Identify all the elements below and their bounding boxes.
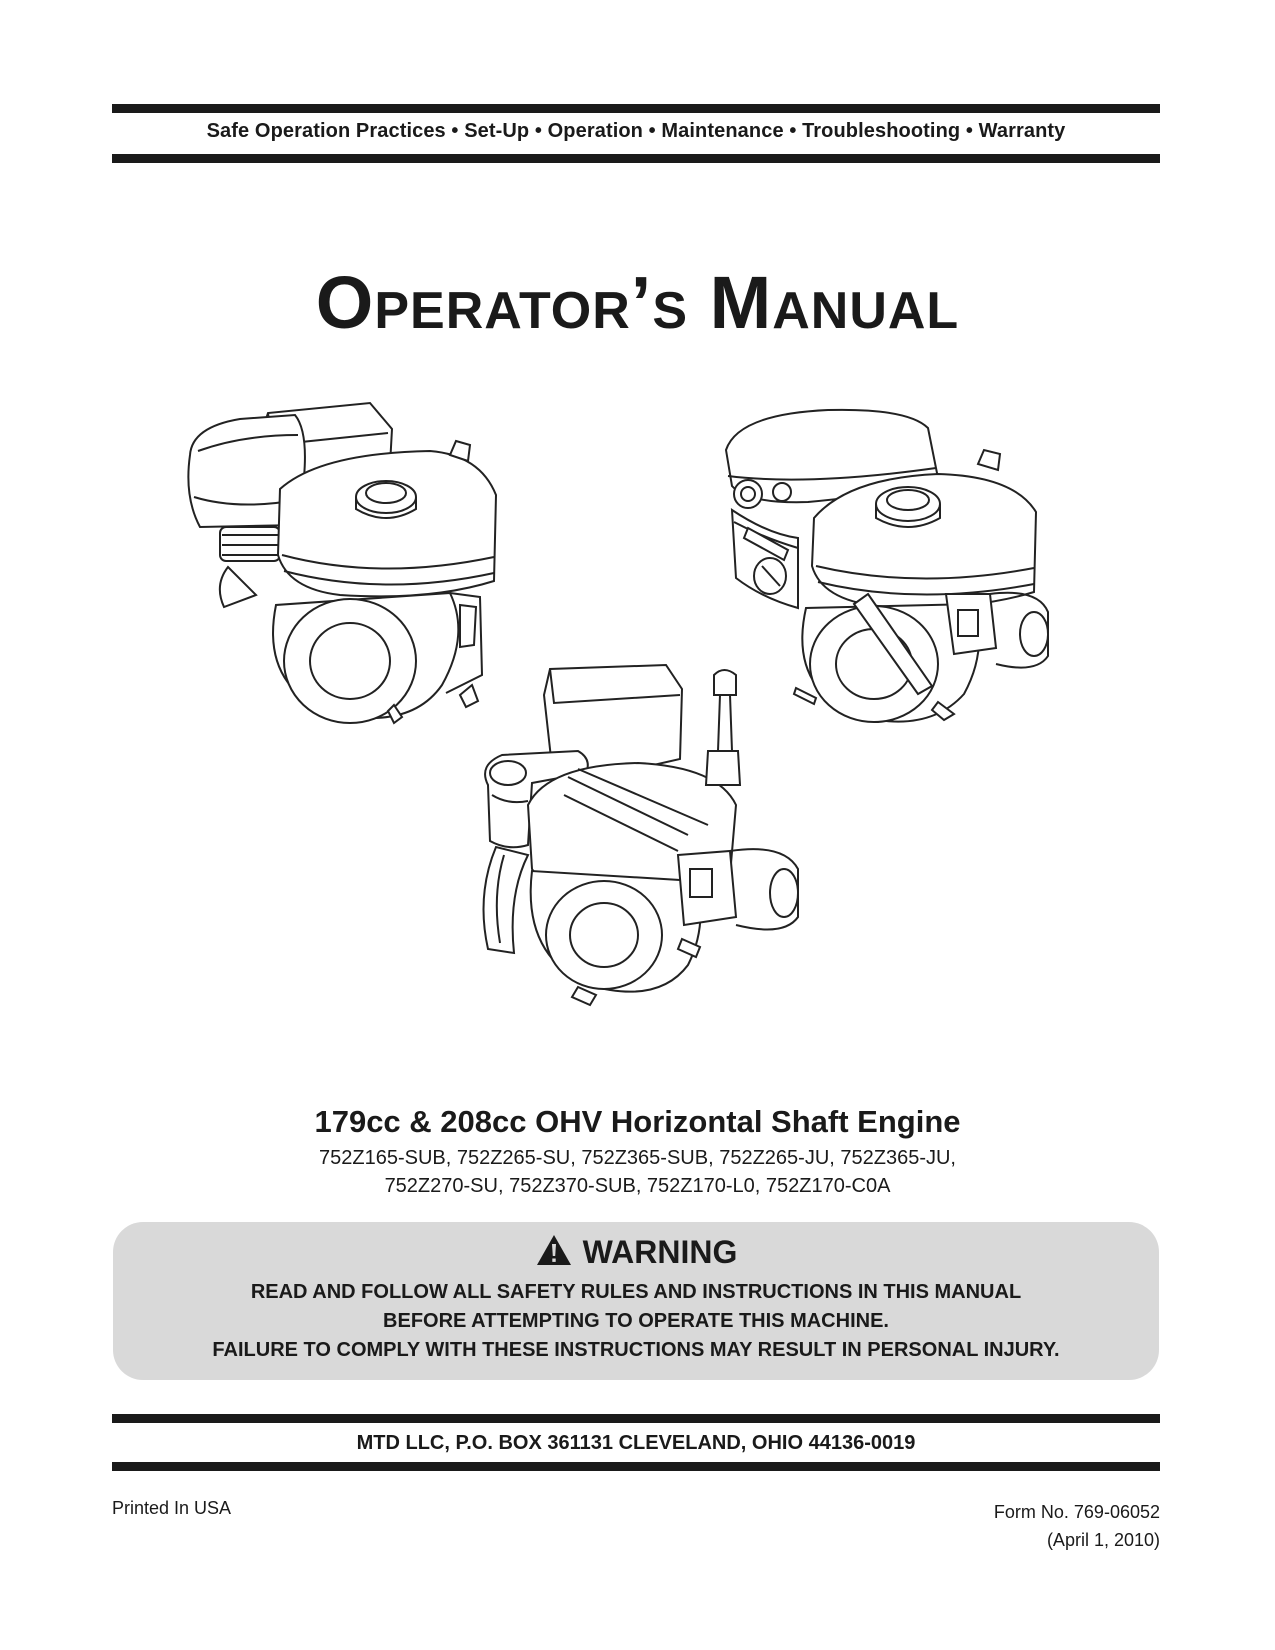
warning-heading [113, 1232, 1159, 1272]
warning-box [113, 1222, 1159, 1380]
top-rule-lower [112, 154, 1160, 163]
company-address: MTD LLC, P.O. BOX 361131 CLEVELAND, OHIO 44136-0019 [356, 1432, 916, 1454]
form-number: Form No. 769-06052 [993, 1502, 1160, 1522]
warning-line-1: READ AND FOLLOW ALL SAFETY RULES AND INSTRUCTIONS IN THIS MANUAL [250, 1281, 1022, 1303]
model-numbers-line1: 752Z165-SUB, 752Z265-SU, 752Z365-SUB, 752Z265-JU, 752Z365-JU, [318, 1147, 956, 1169]
warning-line-3: FAILURE TO COMPLY WITH THESE INSTRUCTIONS MAY RESULT IN PERSONAL INJURY. [212, 1339, 1060, 1361]
section-list: Safe Operation Practices • Set-Up • Operation • Maintenance • Troubleshooting • Warranty [206, 120, 1066, 142]
engine-title: 179cc & 208cc OHV Horizontal Shaft Engine [314, 1104, 961, 1139]
warning-heading-text: WARNING [582, 1234, 738, 1270]
bottom-rule-lower [112, 1462, 1160, 1471]
top-rule-upper [112, 104, 1160, 113]
model-numbers-line2: 752Z270-SU, 752Z370-SUB, 752Z170-L0, 752Z170-C0A [384, 1175, 891, 1197]
form-number-block [994, 1498, 1160, 1554]
warning-triangle-icon [535, 1233, 573, 1267]
engine-illustration-center-icon [468, 655, 818, 1010]
bottom-rule-upper [112, 1414, 1160, 1423]
form-date: (April 1, 2010) [1046, 1530, 1160, 1550]
warning-line-2: BEFORE ATTEMPTING TO OPERATE THIS MACHINE. [383, 1310, 889, 1332]
model-numbers [0, 1144, 1275, 1200]
page-title: Operator’s Manual [315, 261, 960, 344]
printed-in: Printed In USA [112, 1498, 232, 1518]
